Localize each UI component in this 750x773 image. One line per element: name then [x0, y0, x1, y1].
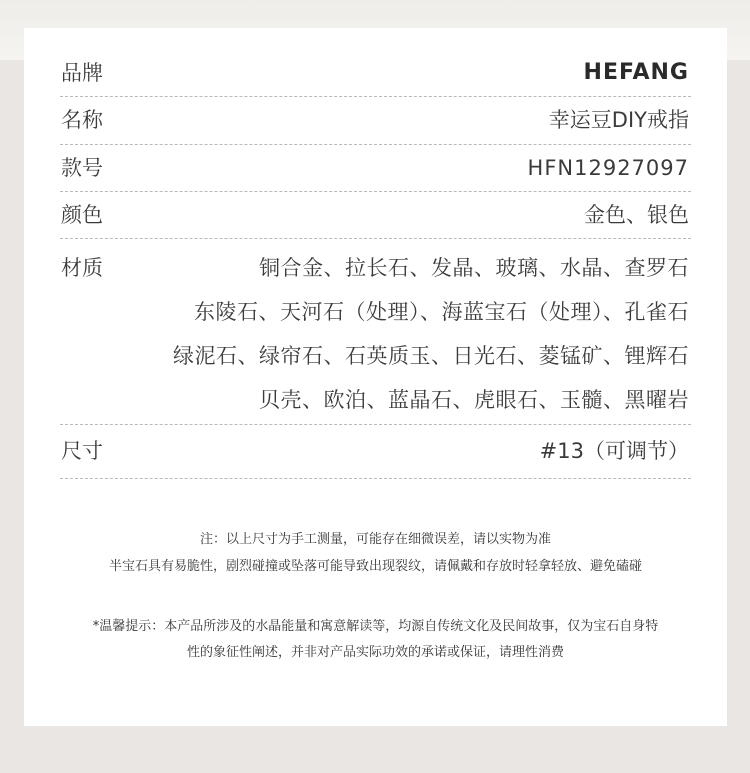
size-value: #13（可调节） — [539, 439, 689, 463]
color-value: 金色、银色 — [584, 203, 689, 227]
brand-value: HEFANG — [583, 60, 689, 85]
material-line: 贝壳、欧泊、蓝晶石、虎眼石、玉髓、黑曜岩 — [259, 388, 689, 412]
spec-row-color — [60, 192, 691, 239]
spec-table — [60, 50, 691, 479]
spec-row-brand — [60, 50, 691, 97]
model-label: 款号 — [61, 156, 103, 180]
material-line: 铜合金、拉长石、发晶、玻璃、水晶、查罗石 — [259, 256, 689, 280]
material-value — [109, 246, 689, 422]
brand-label: 品牌 — [61, 61, 103, 85]
spec-row-material — [60, 239, 691, 425]
note-measurement: 注：以上尺寸为手工测量，可能存在细微误差，请以实物为准 — [199, 532, 551, 547]
note-disclaimer-1: *温馨提示：本产品所涉及的水晶能量和寓意解读等，均源自传统文化及民间故事，仅为宝石自身特 — [92, 619, 659, 634]
spec-row-name — [60, 97, 691, 145]
size-label: 尺寸 — [61, 439, 103, 463]
note-fragility: 半宝石具有易脆性，剧烈碰撞或坠落可能导致出现裂纹，请佩戴和存放时轻拿轻放、避免磕碰 — [108, 559, 642, 574]
spec-row-model — [60, 145, 691, 192]
material-line: 东陵石、天河石（处理）、海蓝宝石（处理）、孔雀石 — [194, 300, 689, 324]
spec-card — [24, 28, 727, 726]
material-label: 材质 — [61, 256, 103, 280]
model-value: HFN12927097 — [527, 156, 689, 180]
spec-row-size — [60, 425, 691, 479]
name-value: 幸运豆DIY戒指 — [548, 108, 689, 132]
name-label: 名称 — [61, 108, 103, 132]
color-label: 颜色 — [61, 203, 103, 227]
material-line: 绿泥石、绿帘石、石英质玉、日光石、菱锰矿、锂辉石 — [173, 344, 689, 368]
note-disclaimer-2: 性的象征性阐述，并非对产品实际功效的承诺或保证，请理性消费 — [186, 645, 564, 660]
